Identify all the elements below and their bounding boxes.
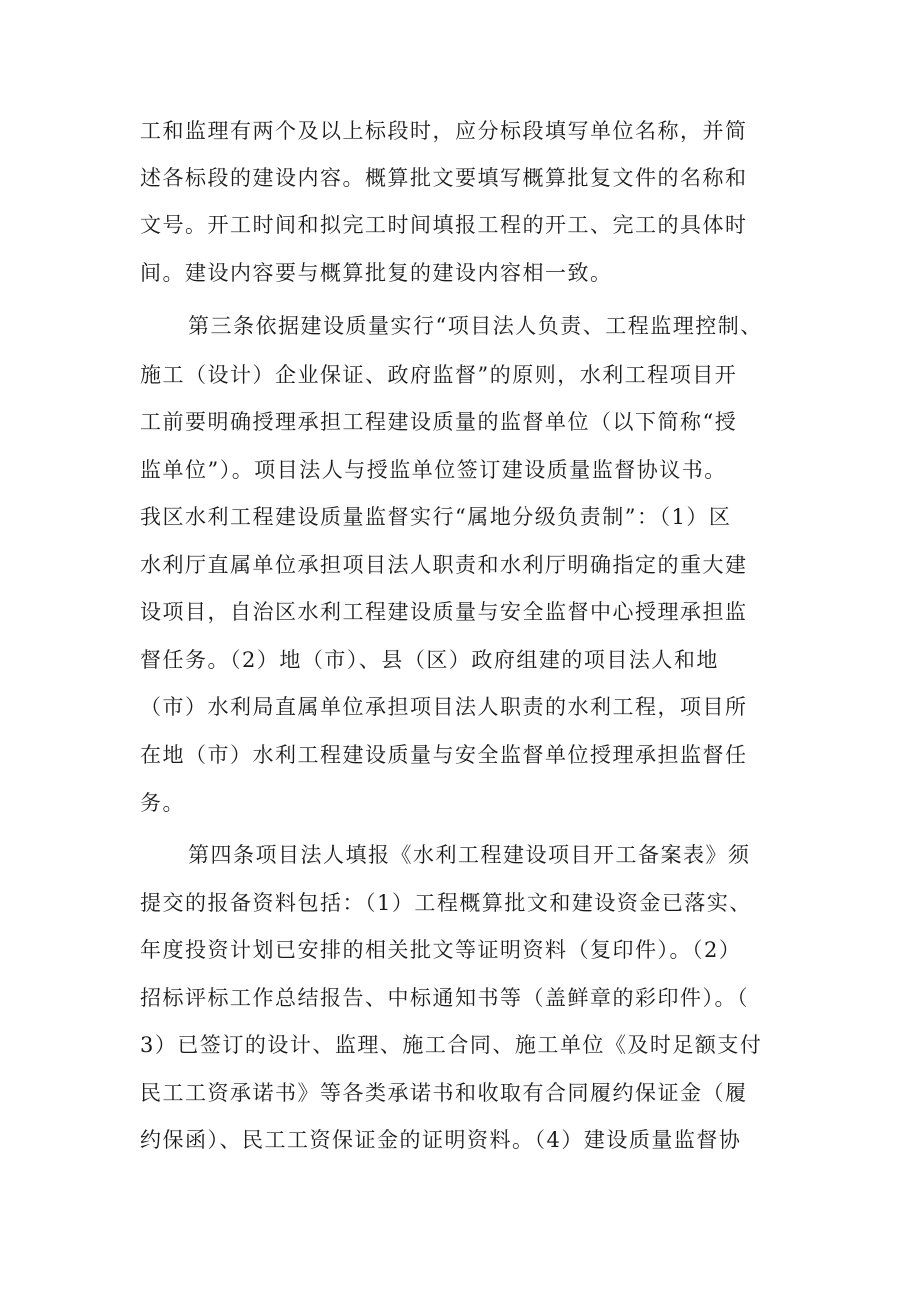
text-line: 施工（设计）企业保证、政府监督”的原则，水利工程项目开	[140, 363, 738, 387]
text-line: 水利厅直属单位承担项目法人职责和水利厅明确指定的重大建	[140, 553, 748, 577]
text-line: 监单位”）。项目法人与授监单位签订建设质量监督协议书。	[140, 458, 727, 482]
text-line: 间。建设内容要与概算批复的建设内容相一致。	[140, 261, 613, 285]
paragraph-3-start: 第三条依据建设质量实行“项目法人负责、工程监理控制、	[188, 314, 763, 338]
text-line: 民工工资承诺书》等各类承诺书和收取有合同履约保证金（履	[140, 1081, 748, 1105]
text-line: 务。	[140, 791, 185, 815]
text-line: 述各标段的建设内容。概算批文要填写概算批复文件的名称和	[140, 166, 748, 190]
text-line: 设项目，自治区水利工程建设质量与安全监督中心授理承担监	[140, 600, 748, 624]
text-line: 3）已签订的设计、监理、施工合同、施工单位《及时足额支付	[140, 1033, 763, 1057]
text-line: 督任务。（2）地（市）、县（区）政府组建的项目法人和地	[140, 648, 719, 672]
text-line: 招标评标工作总结报告、中标通知书等（盖鲜章的彩印件）。（	[140, 986, 749, 1010]
text-line: 约保函）、民工工资保证金的证明资料。（4）建设质量监督协	[140, 1128, 742, 1152]
text-line: 提交的报备资料包括：（1）工程概算批文和建设资金已落实、	[140, 891, 752, 915]
text-line: 工前要明确授理承担工程建设质量的监督单位（以下简称“授	[140, 410, 738, 434]
text-line: 在地（市）水利工程建设质量与安全监督单位授理承担监督任	[140, 743, 748, 767]
text-line: 年度投资计划已安排的相关批文等证明资料（复印件）。（2）	[140, 938, 742, 962]
paragraph-4-start: 第四条项目法人填报《水利工程建设项目开工备案表》须	[188, 843, 751, 867]
text-line: 文号。开工时间和拟完工时间填报工程的开工、完工的具体时	[140, 213, 748, 237]
text-line: 工和监理有两个及以上标段时，应分标段填写单位名称，并简	[140, 119, 748, 143]
text-line: （市）水利局直属单位承担项目法人职责的水利工程，项目所	[140, 695, 748, 719]
text-line: 我区水利工程建设质量监督实行“属地分级负责制”：（1）区	[140, 505, 732, 529]
